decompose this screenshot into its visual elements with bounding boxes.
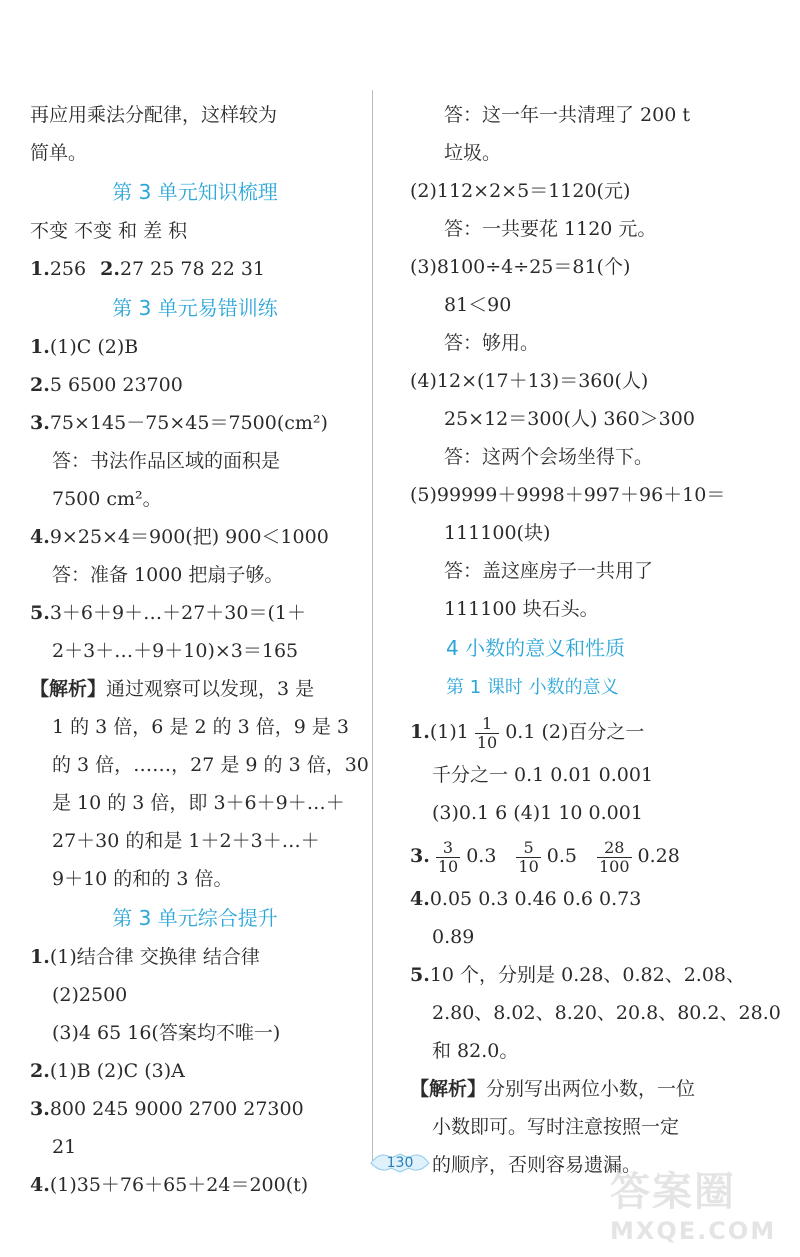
text-line: 81＜90: [444, 294, 512, 316]
text-line: (2)2500: [52, 984, 128, 1006]
item-number: 3.: [30, 1098, 50, 1120]
fraction: [475, 715, 499, 752]
item-number: 4.: [30, 1174, 50, 1196]
answer-text: 0.5: [546, 845, 577, 867]
text-line: 小数即可。写时注意按照一定: [432, 1116, 680, 1138]
analysis-line: [30, 670, 360, 708]
text-line: 答：够用。: [444, 332, 540, 354]
section-heading: 第 3 单元知识梳理: [112, 180, 278, 204]
watermark-url: MXQE.COM: [610, 1217, 777, 1245]
answer-text: (1)C (2)B: [49, 336, 139, 358]
section-heading: 第 3 单元易错训练: [112, 296, 278, 320]
answer-text: 3＋6＋9＋…＋27＋30＝(1＋: [49, 602, 306, 624]
text-line: 111100 块石头。: [444, 598, 599, 620]
answer-line: [30, 1166, 360, 1204]
answer-text: 5 6500 23700: [49, 374, 183, 396]
answer-line: [410, 832, 770, 880]
fraction-numerator: 5: [516, 839, 540, 858]
watermark-logo: 答案圈: [610, 1169, 736, 1215]
fraction-denominator: 10: [476, 732, 498, 752]
text-line: 27＋30 的和是 1＋2＋3＋…＋: [52, 830, 320, 852]
item-number: 4.: [30, 526, 50, 548]
text-line: 千分之一 0.1 0.01 0.001: [432, 764, 654, 786]
fraction: [516, 839, 540, 876]
text-line: 21: [52, 1136, 77, 1158]
item-number: 5.: [30, 602, 50, 624]
right-column: [410, 96, 781, 1184]
fraction-denominator: 10: [518, 856, 539, 876]
text-line: 简单。: [30, 142, 88, 164]
column-divider: [372, 90, 373, 1165]
left-column: [30, 96, 369, 1204]
analysis-text: 分别写出两位小数，一位: [486, 1078, 696, 1100]
item-number: 2.: [30, 1060, 50, 1082]
text-line: 垃圾。: [444, 142, 502, 164]
answer-text: (1)B (2)C (3)A: [49, 1060, 185, 1082]
answer-text: 9×25×4＝900(把) 900＜1000: [49, 526, 329, 548]
answer-text: 0.05 0.3 0.46 0.6 0.73: [429, 888, 642, 910]
item-number: 4.: [410, 888, 430, 910]
answer-text: (1)1: [429, 721, 469, 743]
text-line: 和 82.0。: [432, 1040, 519, 1062]
item-number: 5.: [410, 964, 430, 986]
item-number: 3.: [30, 412, 50, 434]
fraction: [436, 839, 460, 876]
answer-text: 800 245 9000 2700 27300: [49, 1098, 304, 1120]
answer-line: [30, 328, 360, 366]
answer-line: [30, 938, 360, 976]
item-number: 1.: [30, 336, 50, 358]
answer-line: [30, 1052, 360, 1090]
section-heading: 第 3 单元综合提升: [112, 906, 278, 930]
answer-text: 10 个，分别是 0.28、0.82、2.08、: [429, 964, 746, 986]
answer-line: [30, 366, 360, 404]
fraction-denominator: 10: [437, 856, 459, 876]
fraction-numerator: 3: [436, 839, 460, 858]
text-line: 2.80、8.02、8.20、20.8、80.2、28.0: [432, 1002, 781, 1024]
text-line: (5)99999＋9998＋997＋96＋10＝: [410, 484, 726, 506]
item-number: 1.: [30, 946, 50, 968]
item-number: 3.: [410, 845, 430, 867]
text-line: (3)0.1 6 (4)1 10 0.001: [432, 802, 643, 824]
text-line: (4)12×(17＋13)＝360(人): [410, 370, 649, 392]
answer-line: [30, 250, 360, 288]
text-line: 25×12＝300(人) 360＞300: [444, 408, 695, 430]
text-line: 是 10 的 3 倍，即 3＋6＋9＋…＋: [52, 792, 345, 814]
text-line: (3)4 65 16(答案均不唯一): [52, 1022, 281, 1044]
analysis-text: 通过观察可以发现，3 是: [106, 678, 315, 700]
text-line: 答：准备 1000 把扇子够。: [52, 564, 284, 586]
watermark: [610, 1160, 790, 1250]
text-line: 再应用乘法分配律，这样较为: [30, 104, 278, 126]
answer-line: [30, 518, 360, 556]
answer-line: [30, 1090, 360, 1128]
text-line: (2)112×2×5＝1120(元): [410, 180, 631, 202]
text-line: 答：这一年一共清理了 200 t: [444, 104, 690, 126]
fraction-numerator: 28: [597, 839, 632, 858]
page-number: [367, 1148, 433, 1178]
text-line: 1 的 3 倍，6 是 2 的 3 倍，9 是 3: [52, 716, 350, 738]
text-line: 答：这两个会场坐得下。: [444, 446, 654, 468]
answer-line: [30, 594, 360, 632]
page-number-text: 130: [386, 1155, 414, 1171]
text-line: 7500 cm²。: [52, 488, 162, 510]
answer-line: [410, 880, 770, 918]
lesson-heading: 第 1 课时 小数的意义: [446, 677, 619, 698]
text-line: 9＋10 的和的 3 倍。: [52, 868, 233, 890]
item-number: 1.: [30, 258, 50, 280]
answer-text: 256: [49, 258, 87, 280]
fraction-numerator: 1: [475, 715, 499, 734]
text-line: 的顺序，否则容易遗漏。: [432, 1154, 642, 1176]
analysis-label: 【解析】: [30, 678, 107, 700]
answer-line: [410, 708, 770, 756]
text-line: 111100(块): [444, 522, 551, 544]
text-line: 0.89: [432, 926, 475, 948]
fraction-denominator: 100: [599, 856, 630, 876]
answer-text: 27 25 78 22 31: [119, 258, 265, 280]
analysis-line: [410, 1070, 770, 1108]
answer-line: [30, 404, 360, 442]
fraction: [597, 839, 632, 876]
text-line: 答：书法作品区域的面积是: [52, 450, 281, 472]
text-line: (3)8100÷4÷25＝81(个): [410, 256, 631, 278]
answer-text: 0.28: [637, 845, 680, 867]
answer-text: (1)结合律 交换律 结合律: [49, 946, 260, 968]
item-number: 2.: [30, 374, 50, 396]
analysis-label: 【解析】: [410, 1078, 487, 1100]
text-line: 答：盖这座房子一共用了: [444, 560, 654, 582]
answer-text: 0.1 (2)百分之一: [505, 721, 645, 743]
answer-text: (1)35＋76＋65＋24＝200(t): [49, 1174, 309, 1196]
text-line: 不变 不变 和 差 积: [30, 220, 188, 242]
chapter-heading: 4 小数的意义和性质: [446, 636, 626, 660]
item-number: 2.: [100, 258, 120, 280]
answer-text: 0.3: [466, 845, 497, 867]
text-line: 答：一共要花 1120 元。: [444, 218, 657, 240]
text-line: 2＋3＋…＋9＋10)×3＝165: [52, 640, 299, 662]
text-line: 的 3 倍，……，27 是 9 的 3 倍，30: [52, 754, 369, 776]
answer-text: 75×145－75×45＝7500(cm²): [49, 412, 328, 434]
answer-line: [410, 956, 770, 994]
item-number: 1.: [410, 721, 430, 743]
